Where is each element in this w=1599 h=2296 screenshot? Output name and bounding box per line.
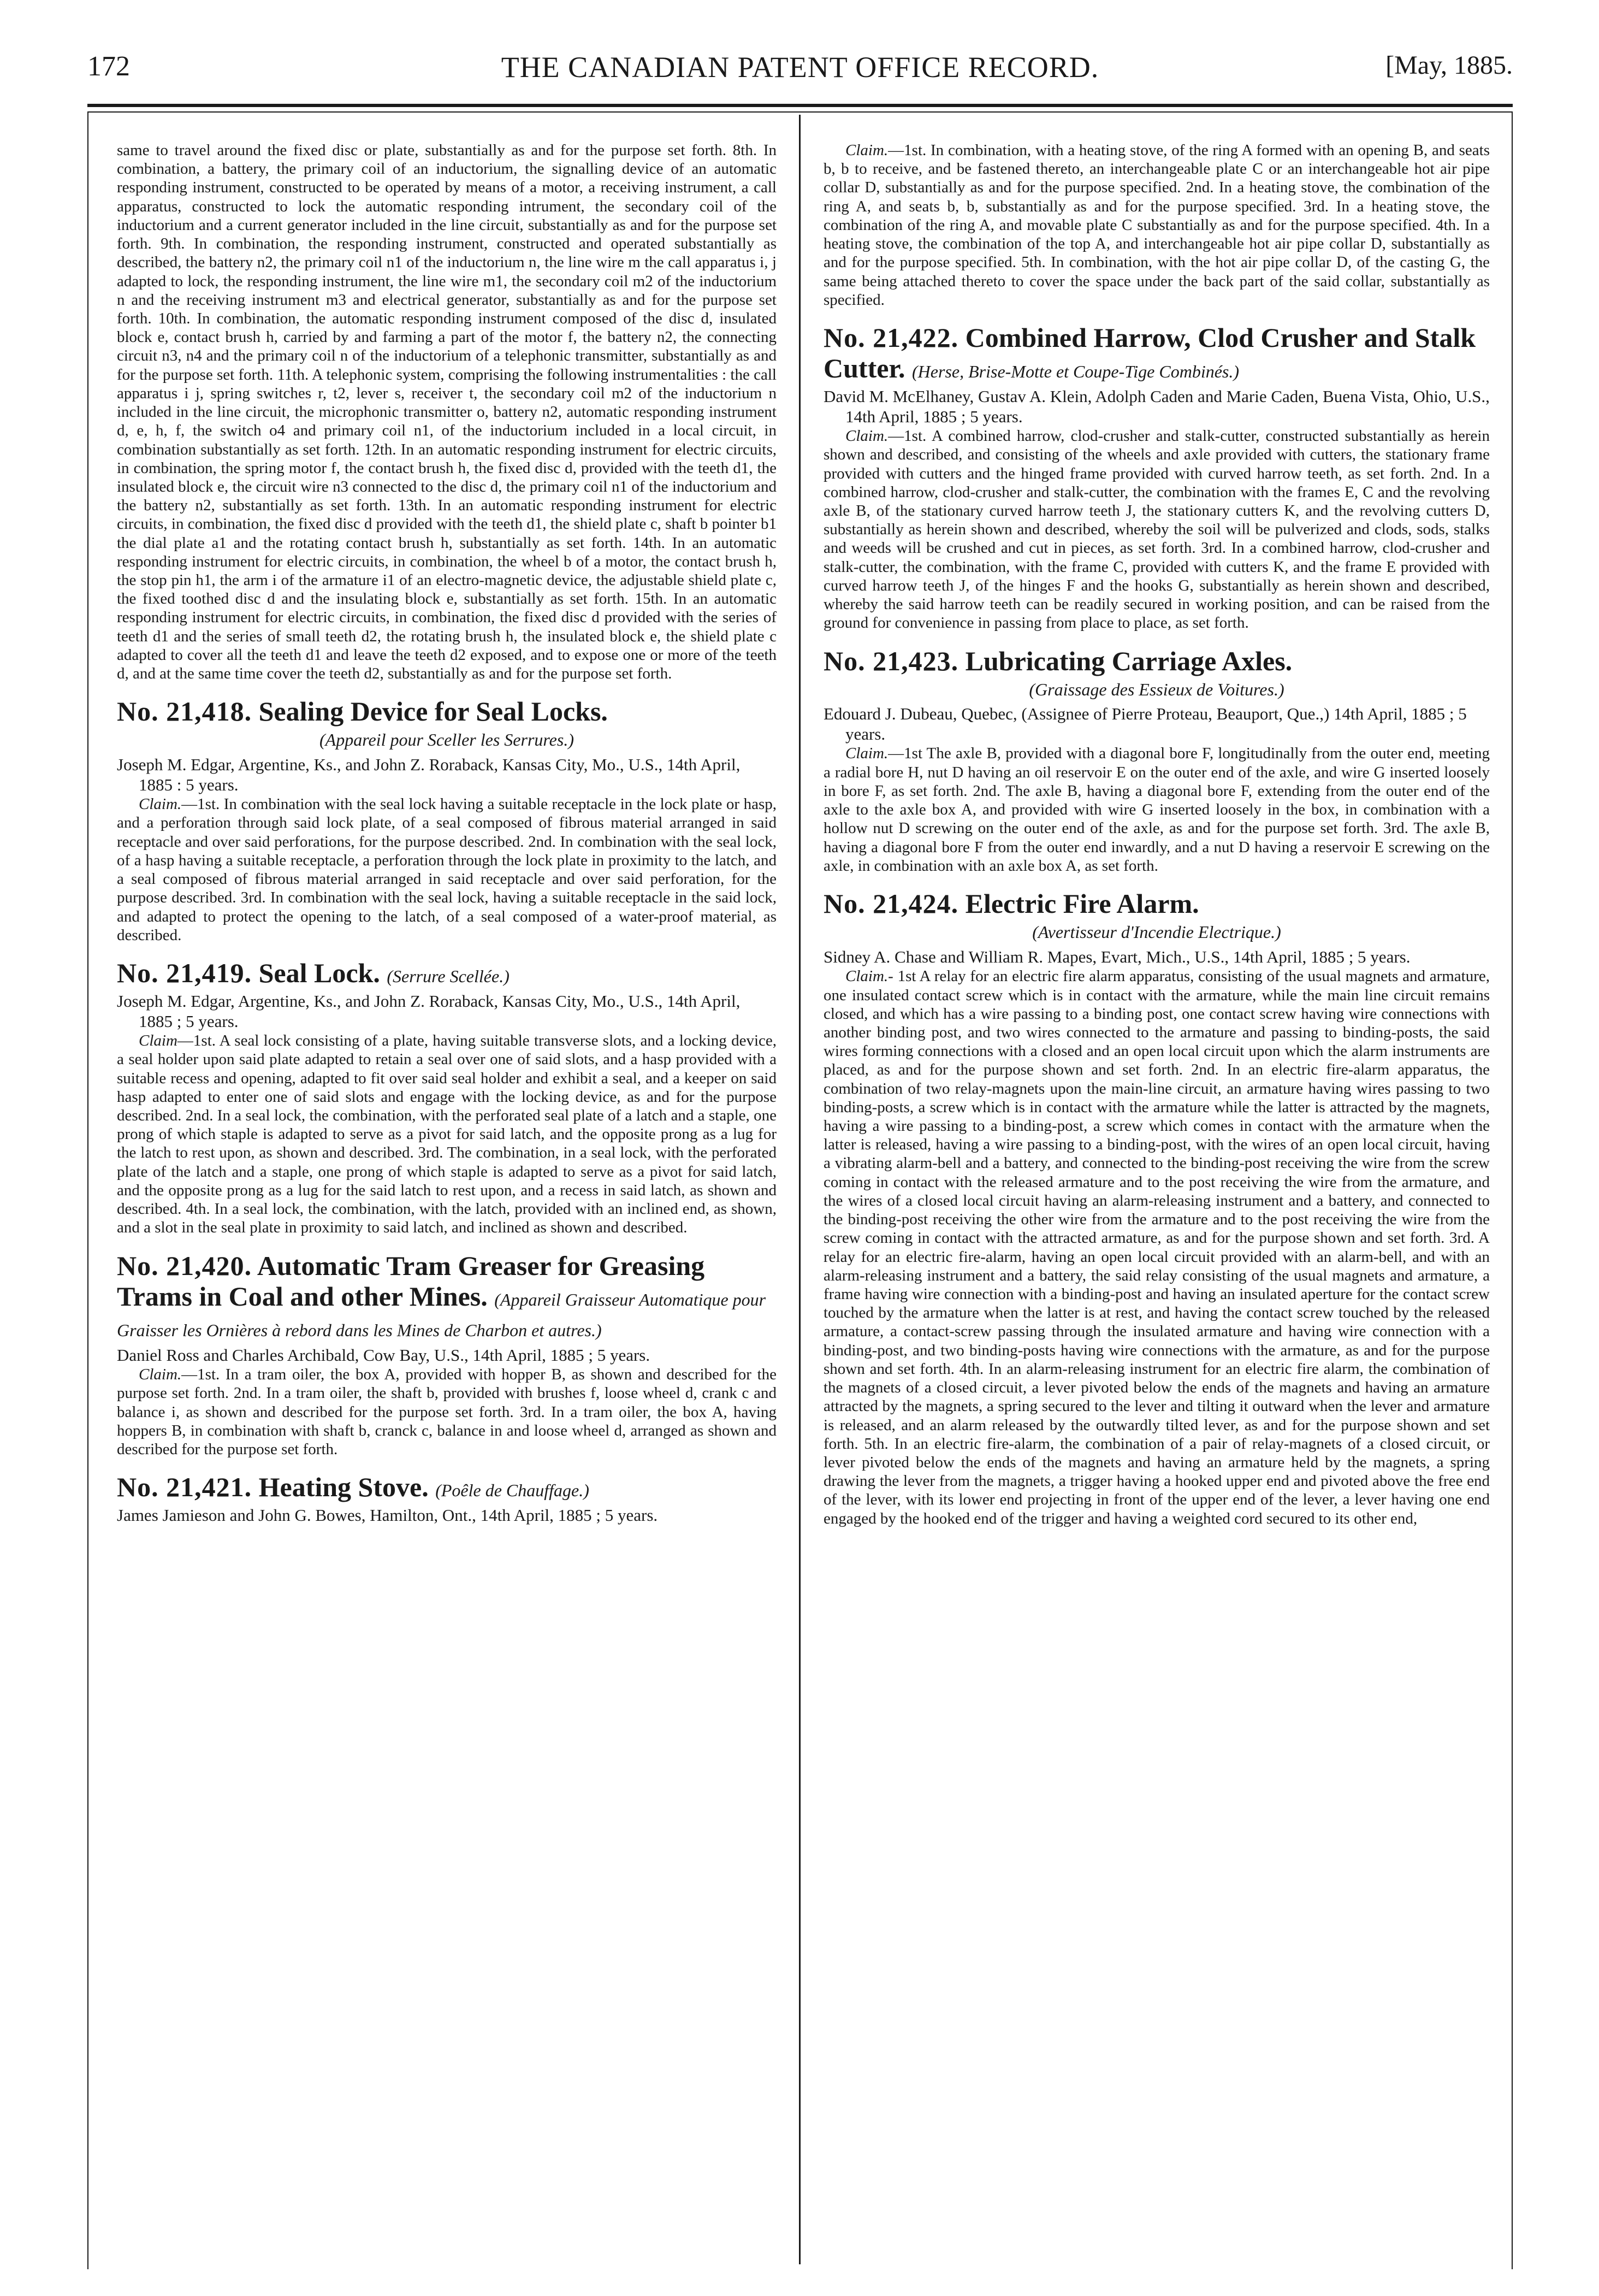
inventors: Daniel Ross and Charles Archibald, Cow Bay, U.S., 14th April, 1885 ; 5 years.: [117, 1345, 650, 1365]
claim-label: Claim.: [139, 1366, 182, 1384]
patent-21424: [824, 888, 1490, 1528]
claim-paragraph: [824, 427, 1490, 632]
page-number: 172: [87, 51, 130, 82]
claim-paragraph: [117, 795, 777, 945]
patent-title: Automatic Tram Greaser for Greasing Trams in Coal and other Mines.: [117, 1250, 705, 1312]
claim-label: Claim.: [845, 967, 889, 985]
french-title: (Serrure Scellée.): [387, 966, 510, 986]
inventors: Joseph M. Edgar, Argentine, Ks., and John Z. Roraback, Kansas City, Mo., U.S., 14th April, 1885 : 5 years.: [117, 755, 741, 794]
french-title: (Herse, Brise-Motte et Coupe-Tige Combinés.): [912, 361, 1240, 381]
inventors: Sidney A. Chase and William R. Mapes, Evart, Mich., U.S., 14th April, 1885 ; 5 years.: [824, 947, 1411, 966]
header-rule-thick: [87, 104, 1513, 107]
claim-text: —1st. In a tram oiler, the box A, provided with hopper B, as shown and described for the purpose set forth. 2nd. In a tram oiler, the shaft b, provided with brushes f, loose wheel d, crank c and balance i, as shown and described for the purpose set forth. 3rd. In a tram oiler, the box A, having hoppers B, in combination with shaft b, cranck c, balance in and loose wheel d, arranged as shown and described for the purpose set forth.: [117, 1366, 777, 1459]
patent-heading: [117, 696, 777, 727]
french-title: (Avertisseur d'Incendie Electrique.): [1032, 922, 1281, 942]
patent-heading: [824, 646, 1490, 676]
claim-paragraph: [117, 1031, 777, 1237]
patent-heading: [117, 1250, 777, 1342]
continued-claims-text: same to travel around the fixed disc or plate, substantially as and for the purpose set forth. 8th. In combination, a battery, the primary coil of an inductorium, the signalling device of an automatic responding instrument, constructed to be operated by means of a motor, a receiving instrument, a call apparatus, constructed to lock the automatic responding intrument, the secondary coil of the inductorium and a current generator included in the line circuit, substantially as and for the purpose set forth. 9th. In combination, the responding instrument, constructed and operated substantially as described, the battery n2, the primary coil n1 of the inductorium n, the line wire m the call apparatus i, j adapted to lock, the responding instrument, the line wire m1, the secondary coil m2 of the inductorium n and the receiving instrument m3 and electrical generator, substantially as and for the purpose set forth. 10th. In combination, the automatic responding instrument composed of the disc d, insulated block e, contact brush h, carried by and farming a part of the motor f, the battery n2, the connecting circuit n3, n4 and the primary coil n of the inductorium of a telephonic transmitter, substantially as and for the purpose set forth. 11th. A telephonic system, comprising the following instrumentalities : the call apparatus i j, spring switches r, t2, lever s, receiver t, the secondary coil m2 of the inductorium n included in the line circuit, the microphonic transmitter o, battery n2, automatic responding instrument d, e, h, f, the switch o4 and primary coil n1, of the inductorium included in a local circuit, in combination substantially as set forth. 12th. In an automatic responding instrument for electric circuits, in combination, the spring motor f, the contact brush h, the fixed disc d, provided with the teeth d1, the insulated block e, the circuit wire n3 connected to the disc d, the primary coil n1 of the inductorium and the battery n2, substantially as set forth. 13th. In an automatic responding instrument for electric circuits, in combination, the fixed disc d provided with the teeth d1, the shield plate c, shaft b pointer b1 the dial plate a1 and the rotating contact brush h, substantially as set forth. 14th. In an automatic responding instrument for electric circuits, in combination, the wheel b of a motor, the contact brush h, the stop pin h1, the arm i of the armature i1 of an electro-magnetic device, the adjustable shield plate c, the fixed toothed disc d and the insulating block e, substantially as set forth. 15th. In an automatic responding instrument for electric circuits, in combination, the fixed disc d provided with the series of teeth d1 and the series of small teeth d2, the rotating brush h, the insulated block e, the shield plate c adapted to cover all the teeth d1 and leave the teeth d2 exposed, and to expose one or more of the teeth d, and at the same time cover the teeth d2, substantially as and for the purpose set forth.: [117, 141, 777, 683]
header-rule-thin: [87, 111, 1513, 113]
claim-text: —1st. A seal lock consisting of a plate, having suitable transverse slots, and a locking device, a seal holder upon said plate adapted to retain a seal over one of said slots, and a hasp provided with a suitable recess and opening, adapted to fit over said seal holder and exhibit a seal, and a keeper on said hasp adapted to enter one of said slots and engage with the locking device, as and for the purpose described. 2nd. In a seal lock, the combination, with the perforated seal plate of a latch and a staple, one prong of which staple is adapted to serve as a pivot for said latch, and the opposite prong as a lug for the latch to rest upon, as shown and described. 3rd. The combination, in a seal lock, with the perforated plate of the latch and a staple, one prong of which staple is adapted to serve as a pivot for said latch, and the opposite prong as a lug for the said latch to rest upon, and a recess in said latch, as shown and described. 4th. In a seal lock, the combination, with the latch, provided with an inclined end, as shown, and a slot in the seal plate in proximity to said latch, and inclined as shown and described.: [117, 1032, 777, 1237]
patent-heading: [117, 1472, 777, 1502]
claim-label: Claim.: [845, 745, 889, 763]
claim-text: —1st. In combination with the seal lock having a suitable receptacle in the lock plate or hasp, and a perforation through said lock plate, of a seal composed of fibrous material arranged in said receptacle and over said perforations, for the purpose described. 2nd. In combination with the seal lock, of a hasp having a suitable receptacle, a perforation through the lock plate in proximity to the latch, and a seal composed of fibrous material arranged in said receptacle and over said perforation, for the purpose described. 3rd. In combination with the seal lock, having a suitable receptacle in the said lock, and adapted to protect the opening to the latch, of a seal composed of a water-proof material, as described.: [117, 795, 777, 944]
patent-21422: [824, 322, 1490, 633]
claim-text: —1st. A combined harrow, clod-crusher and stalk-cutter, constructed substantially as herein shown and described, and consisting of the wheels and axle provided with cutters, the stationary frame provided with cutters and the hinged frame provided with curved harrow teeth, as set forth. 2nd. In a combined harrow, clod-crusher and stalk-cutter, the combination with the frames E, C and the revolving axle B, of the stationary curved harrow teeth J, the stationary cutters K, and the revolving cutters D, substantially as herein shown and described, whereby the soil will be pulverized and clods, sods, stalks and weeds will be crushed and cut in pieces, as set forth. 3rd. In a combined harrow, clod-crusher and stalk-cutter, the combination, with the frame C, provided with cutters K, and the frame E provided with curved harrow teeth J, of the hinges F and the hooks G, substantially as herein shown and described, whereby the said harrow teeth can be readily secured in working position, and can be raised from the ground for convenience in passing from place to place, as set forth.: [824, 427, 1490, 632]
column-divider: [799, 115, 801, 2264]
patent-21421: [117, 1472, 777, 1526]
page-header: [87, 50, 1513, 94]
claim-paragraph: [824, 967, 1490, 1528]
patent-number: No. 21,419.: [117, 958, 252, 988]
inventors: James Jamieson and John G. Bowes, Hamilton, Ont., 14th April, 1885 ; 5 years.: [117, 1506, 658, 1525]
french-title: (Appareil pour Sceller les Serrures.): [319, 730, 574, 750]
patent-title: Heating Stove.: [258, 1472, 429, 1503]
patent-title: Sealing Device for Seal Locks.: [258, 696, 608, 727]
claim-text: —1st The axle B, provided with a diagonal bore F, longitudinally from the outer end, meeting a radial bore H, nut D having an oil reservoir E on the outer end of the axle, and wire G inserted loosely in bore F, as set forth. 2nd. The axle B, having a diagonal bore F, extending from the outer end of the axle to the axle box A, and provided with wire G inserted loosely in the box, in combination with a hollow nut D screwing on the outer end of the axle, as and for the purpose set forth. 3rd. The axle B, having a diagonal bore F from the outer end inwardly, and a nut D having a reservoir E screwing on the axle, in combination with an axle box A, as set forth.: [824, 745, 1490, 875]
inventors: Edouard J. Dubeau, Quebec, (Assignee of Pierre Proteau, Beauport, Que.,) 14th April, 1885 ; 5 years.: [824, 704, 1467, 743]
patent-number: No. 21,422.: [824, 322, 959, 353]
french-title: (Poêle de Chauffage.): [435, 1480, 589, 1501]
inventors: David M. McElhaney, Gustav A. Klein, Adolph Caden and Marie Caden, Buena Vista, Ohio, U.S., 14th April, 1885 ; 5 years.: [824, 386, 1490, 426]
claim-text: —1st. In combination, with a heating stove, of the ring A formed with an opening B, and seats b, b to receive, and be fastened thereto, an interchangeable plate C or an interchangeable hot air pipe collar D, substantially as and for the purpose specified. 2nd. In a heating stove, the combination of the ring A, and seats b, b, substantially as and for the purpose specified. 3rd. In a heating stove, the combination of the ring A, and movable plate C substantially as and for the purpose specified. 4th. In a heating stove, the combination of the top A, and interchangeable hot air pipe collar D, substantially as and for the purpose specified. 5th. In combination, with the hot air pipe collar D, of the casting G, the same being attached thereto to cover the space under the back part of the said collar, substantially as specified.: [824, 141, 1490, 309]
issue-date: [May, 1885.: [1385, 51, 1513, 80]
patent-heading: [824, 322, 1490, 383]
patent-title: Combined Harrow, Clod Crusher and Stalk Cutter.: [824, 322, 1476, 383]
patent-title: Seal Lock.: [258, 958, 380, 988]
right-column: [824, 141, 1490, 2260]
frame-rule-right: [1512, 111, 1513, 2269]
claim-label: Claim: [139, 1032, 177, 1050]
patent-number: No. 21,420.: [117, 1250, 252, 1281]
patent-number: No. 21,418.: [117, 696, 252, 727]
claim-label: Claim.: [845, 427, 889, 445]
patent-number: No. 21,423.: [824, 645, 959, 676]
claim-paragraph: [117, 1365, 777, 1459]
patent-21420: [117, 1250, 777, 1459]
claim-label: Claim.: [845, 141, 889, 159]
patent-title: Lubricating Carriage Axles.: [965, 645, 1293, 676]
inventors: Joseph M. Edgar, Argentine, Ks., and John Z. Roraback, Kansas City, Mo., U.S., 14th April, 1885 ; 5 years.: [117, 991, 741, 1031]
patent-heading: [824, 888, 1490, 919]
patent-number: No. 21,424.: [824, 888, 959, 919]
patent-21419: [117, 958, 777, 1237]
patent-21418: [117, 696, 777, 945]
french-title: (Graissage des Essieux de Voitures.): [1029, 679, 1284, 699]
patent-title: Electric Fire Alarm.: [965, 888, 1199, 919]
patent-21423: [824, 646, 1490, 875]
left-column: [117, 141, 777, 2260]
journal-title: THE CANADIAN PATENT OFFICE RECORD.: [501, 51, 1099, 84]
french-title: (Appareil Graisseur Automatique pour Graisser les Ornières à rebord dans les Mines de Charbon et autres.): [117, 1289, 766, 1340]
claim-text: - 1st A relay for an electric fire alarm apparatus, consisting of the usual magnets and armature, one insulated contact screw which is in contact with the armature, while the main line circuit remains closed, and which has a wire passing to a binding post, one contact screw having wire connections with another binding post, and two wires connected to the armature and passing to binding-posts, the said wires forming connections with a closed and an open local circuit upon which the alarm instruments are placed, as and for the purpose shown and set forth. 2nd. In an electric fire-alarm apparatus, the combination of two relay-magnets upon the main-line circuit, an armature having wires passing to two binding-posts, a screw which is in contact with the armature while the latter is attracted by the magnets, having a wire passing to a binding-post, a screw which comes in contact with the armature when the latter is released, having a wire passing to a binding-post, with the wires of an open local circuit, having a vibrating alarm-bell and a battery, and connected to the binding-post receiving the wire from the screw coming in contact with the released armature and to the post receiving the wire from the armature, and the wires of a closed local circuit having an alarm-releasing instrument and a battery, and connected to the binding-post receiving the other wire from the armature and to the post receiving the wire from the screw coming in contact with the attracted armature, as and for the purpose shown and set forth. 3rd. A relay for an electric fire-alarm, having an open local circuit provided with an alarm-bell, and with an alarm-releasing instrument and a battery, the said relay consisting of the usual magnets and armature, a frame having wire connection with a binding-post and having an insulated aperture for the contact screw touched by the armature when the latter is at rest, and having the contact screw touched by the released armature, a contact-screw passing through the insulated armature and having wire connection with a binding-post, and two binding-posts having wire connections with the armature, as and for the purpose shown and set forth. 4th. In an alarm-releasing instrument for an electric fire alarm, the combination of the magnets of a closed circuit, a lever pivoted below the ends of the magnets and having an armature attracted by the magnets, a spring secured to the lever and tilting it outward when the lever and armature is released, and an alarm released by the outwardly tilted lever, as and for the purpose shown and set forth. 5th. In an electric fire-alarm, the combination of a pair of relay-magnets of a closed circuit, or lever pivoted below the ends of the magnets and having an armature held by the magnets, a spring drawing the lever from the magnets, a trigger having a hooked upper end and pivoted above the free end of the lever, with its lower end projecting in front of the upper end of the lever, a lever having one end engaged by the hooked end of the trigger and having a weighted cord secured to its other end,: [824, 967, 1490, 1527]
patent-number: No. 21,421.: [117, 1472, 252, 1503]
claim-paragraph: [824, 744, 1490, 875]
continued-claims-text: [824, 141, 1490, 309]
patent-heading: [117, 958, 777, 988]
frame-rule-left: [87, 111, 88, 2269]
claim-label: Claim.: [139, 795, 182, 813]
